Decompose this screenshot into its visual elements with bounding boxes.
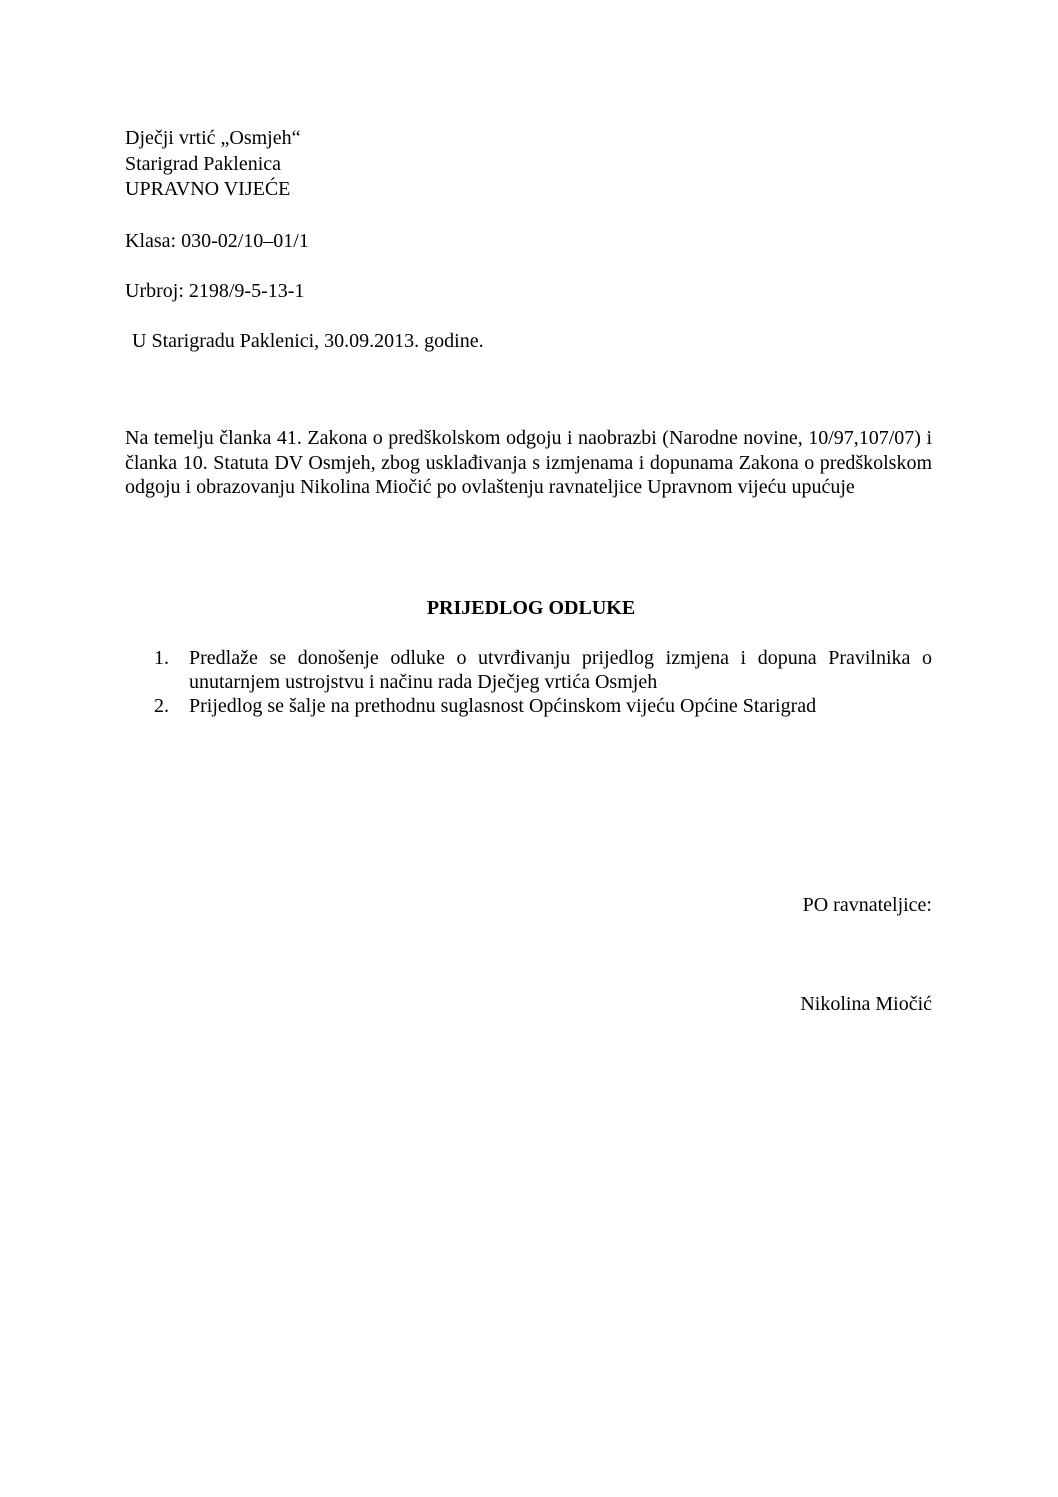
governing-body: UPRAVNO VIJEĆE [125,178,291,200]
list-item-text: Predlaže se donošenje odluke o utvrđivanju prijedlog izmjena i dopuna Pravilnika o unutarnjem ustrojstvu i načinu rada Dječjeg vrtića Osmjeh [189,647,932,693]
document-title [0,596,1058,620]
signature-role: PO ravnateljice: [802,894,932,916]
date-line: U Starigradu Paklenici, 30.09.2013. godine. [132,330,484,352]
list-item [154,694,932,718]
list-item-number: 1. [154,647,169,669]
list-item-text: Prijedlog se šalje na prethodnu suglasnost Općinskom vijeću Općine Starigrad [189,695,817,717]
institution-place: Starigrad Paklenica [125,153,282,175]
klasa-number: Klasa: 030-02/10–01/1 [125,230,309,252]
urbroj-number: Urbroj: 2198/9-5-13-1 [125,280,305,302]
document-title-text: PRIJEDLOG ODLUKE [426,597,636,619]
institution-name: Dječji vrtić „Osmjeh“ [125,127,301,149]
list-item [154,646,932,694]
proposal-list [154,646,932,718]
intro-paragraph: Na temelju članka 41. Zakona o predškolskom odgoju i naobrazbi (Narodne novine, 10/97,107/07) i članka 10. Statuta DV Osmjeh, zbog usklađivanja s izmjenama i dopunama Zakona o predškolskom odgoju i obrazovanju Nikolina Miočić po ovlaštenju ravnateljice Upravnom vijeću upućuje [125,427,932,498]
signature-name: Nikolina Miočić [800,993,932,1015]
list-item-number: 2. [154,695,169,717]
